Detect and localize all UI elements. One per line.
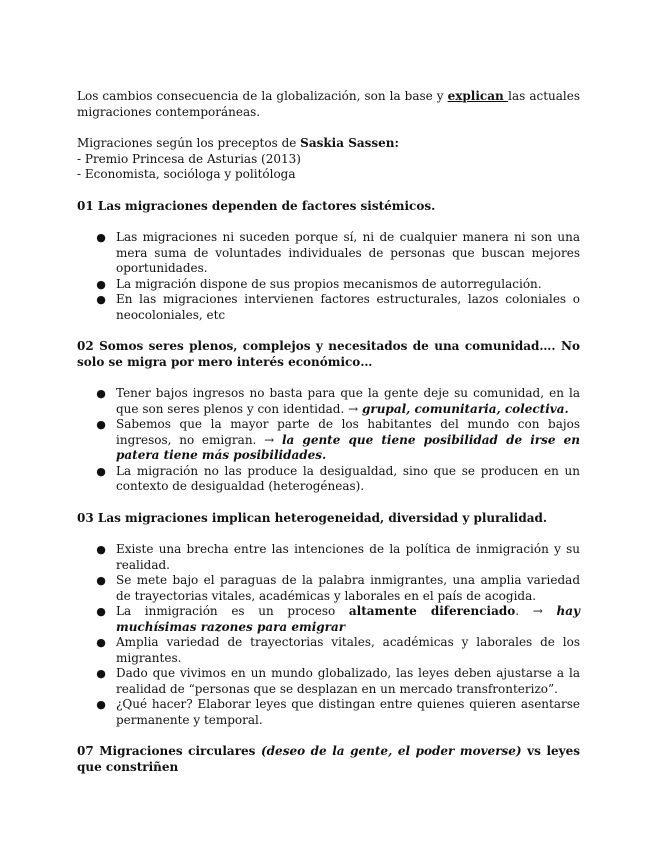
bullet-icon: ●: [96, 231, 106, 244]
list-item: ● La migración dispone de sus propios mecanismos de autorregulación.: [96, 276, 542, 291]
bullet-icon: ●: [96, 543, 106, 556]
list-item: ● La migración no las produce la desigualdad, sino que se producen en un contexto de desigualdad (heterogéneas).: [96, 463, 580, 493]
intro-paragraph: [77, 89, 580, 120]
bullet-icon: ●: [96, 698, 106, 711]
bullet-icon: ●: [96, 464, 106, 478]
sassen-name: Saskia Sassen:: [300, 136, 399, 150]
sassen-prefix: Migraciones según los preceptos de: [77, 136, 301, 150]
bullet-icon: ●: [96, 636, 106, 649]
list-item: ● Sabemos que la mayor parte de los habitantes del mundo con bajos ingresos, no emigran. → la gente que tiene posibilidad de irse en patera tiene más posibilidades.: [96, 417, 581, 462]
section-02-heading: 02 Somos seres plenos, complejos y necesitados de una comunidad…. No solo se migra por mero interés económico…: [77, 339, 580, 369]
explican-link[interactable]: explican: [447, 89, 509, 103]
section-03-list: [77, 542, 580, 728]
bullet-icon: ●: [96, 574, 106, 587]
section-02-list: [77, 386, 580, 495]
bullet-icon: ●: [96, 293, 106, 306]
sassen-line: [77, 136, 580, 152]
emphasis-text: hay muchísimas razones para emigrar: [116, 604, 580, 634]
list-item: ● Las migraciones ni suceden porque sí, ni de cualquier manera ni son una mera suma de voluntades individuales de personas que buscan mejores oportunidades.: [96, 230, 580, 275]
list-item: ● ¿Qué hacer? Elaborar leyes que distingan entre quienes quieren asentarse permanente y temporal.: [96, 697, 580, 727]
sassen-profession: - Economista, socióloga y politóloga: [77, 167, 296, 181]
bullet-icon: ●: [96, 605, 106, 618]
bullet-icon: ●: [96, 387, 106, 400]
list-item: ● Se mete bajo el paraguas de la palabra inmigrantes, una amplia variedad de trayectorias vitales, académicas y laborales en el país de acogida.: [96, 573, 580, 603]
emphasis-text: la gente que tiene posibilidad de irse en patera tiene más posibilidades.: [116, 432, 581, 462]
list-item: ● Amplia variedad de trayectorias vitales, académicas y laborales de los migrantes.: [96, 635, 580, 665]
list-item: ● Existe una brecha entre las intenciones de la política de inmigración y su realidad.: [96, 542, 580, 572]
list-item: ● Dado que vivimos en un mundo globalizado, las leyes deben ajustarse a la realidad de “personas que se desplazan en un mercado transfronterizo”.: [96, 666, 580, 696]
section-01-heading: 01 Las migraciones dependen de factores sistémicos.: [77, 198, 436, 213]
bullet-icon: ●: [96, 418, 106, 431]
section-03-heading: 03 Las migraciones implican heterogeneidad, diversidad y pluralidad.: [77, 510, 548, 525]
emphasis-text: grupal, comunitaria, colectiva.: [361, 401, 569, 416]
intro-text-end: las actuales migraciones contemporáneas.: [77, 89, 581, 119]
list-item: ● La inmigración es un proceso altamente diferenciado. → hay muchísimas razones para emigrar: [96, 604, 580, 634]
section-07-heading: 07 Migraciones circulares (deseo de la gente, el poder moverse) vs leyes que constriñen: [77, 744, 581, 774]
intro-text: Los cambios consecuencia de la globalización, son la base y: [77, 89, 448, 103]
list-item: ● Tener bajos ingresos no basta para que la gente deje su comunidad, en la que son seres plenos y con identidad. → grupal, comunitaria, colectiva.: [96, 386, 580, 416]
bullet-icon: ●: [96, 667, 106, 680]
section-01-list: [77, 230, 580, 323]
bullet-icon: ●: [96, 277, 106, 291]
document-page: [77, 89, 580, 775]
bold-text: altamente diferenciado: [348, 604, 516, 618]
list-item: ● En las migraciones intervienen factores estructurales, lazos coloniales o neocoloniales, etc: [96, 292, 580, 322]
sassen-award: - Premio Princesa de Asturias (2013): [77, 151, 301, 166]
emphasis-text: (deseo de la gente, el poder moverse): [260, 744, 522, 758]
